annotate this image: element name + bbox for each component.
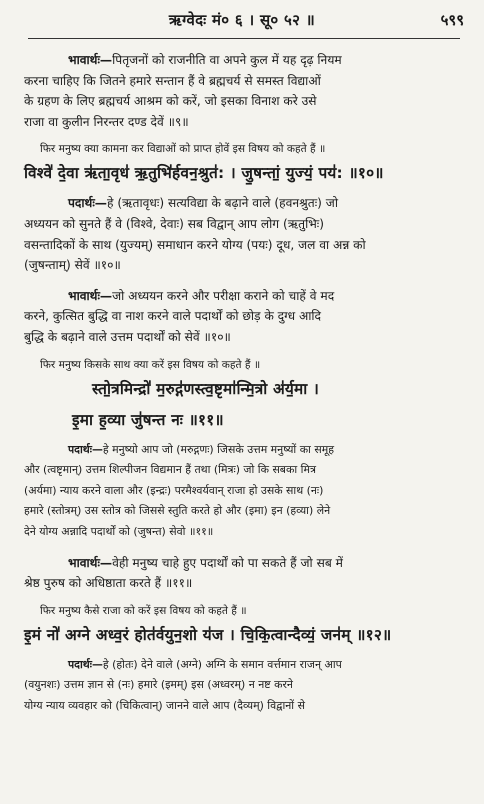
text-line: हे (होतः) देने वाले (अग्ने) अग्नि के समान वर्त्तमान राजन् आप bbox=[102, 657, 342, 671]
text-line: बुद्धि के बढ़ाने वाले उत्तम पदार्थों को सेवें ॥१०॥ bbox=[24, 329, 231, 344]
text-line: राजा वा कुलीन निरन्तर दण्ड देवें ॥९॥ bbox=[24, 114, 189, 129]
page-header bbox=[20, 10, 464, 34]
text-line: पितृजनों को राजनीति वा अपने कुल में यह दृढ़ नियम bbox=[112, 53, 342, 67]
page-content bbox=[24, 50, 460, 726]
text-line: देने योग्य अन्नादि पदार्थों को (जुषन्त) सेवो ॥११॥ bbox=[24, 524, 214, 538]
text-line: हमारे (स्तोत्रम्) उस स्तोत्र को जिससे स्तुति करते हो और (इमा) इन (हव्या) लेने bbox=[24, 504, 331, 518]
text-line: योग्य न्याय व्यवहार को (चिकित्वान्) जानने वाले आप (दैव्यम्) विद्वानों से bbox=[24, 698, 305, 712]
text-line: अध्ययन को सुनते हैं वे (विश्वे, देवाः) सब विद्वान् आप लोग (ऋतुभिः) bbox=[24, 216, 325, 231]
padartha-label: पदार्थः— bbox=[68, 442, 103, 456]
mantra-10: विश्वे॑ दे॒वा ऋ॑ता॒वृध॑ ऋ॒तुभि॑र्हवन॒श्रुत॑: । जु॒षन्तां॒ युज्यं॒ पय॑: ॥१०॥ bbox=[24, 164, 384, 183]
mantra-12: इ॒मं नो॑ अग्ने अध्व॒रं होत॑र्वयुन॒शो य॑ज । चि॒कि॒त्वान्दैव्यं॒ जन॑म् ॥१२॥ bbox=[24, 625, 392, 644]
bhavartha-9 bbox=[24, 50, 460, 132]
padartha-10 bbox=[24, 193, 460, 275]
bhavartha-label: भावार्थः— bbox=[68, 53, 113, 67]
padartha-12 bbox=[24, 655, 460, 717]
text-line: वेही मनुष्य चाहे हुए पदार्थों को पा सकते हैं जो सब में bbox=[112, 555, 343, 570]
text-line: जो अध्ययन करने और परीक्षा कराने को चाहें वे मद bbox=[112, 288, 335, 303]
page-number: ५९९ bbox=[440, 11, 464, 29]
padartha-11 bbox=[24, 440, 460, 543]
header-rule bbox=[28, 38, 460, 39]
padartha-label: पदार्थः— bbox=[68, 657, 103, 671]
bhavartha-label: भावार्थः— bbox=[68, 555, 113, 570]
mantra-11-line-1: स्तो॒त्रमिन्द्रो॑ म॒रुद्ग॑णस्त्व॒ष्टृमा॑न्मि॒त्रो अ॑र्य॒मा । bbox=[92, 379, 320, 398]
intro-line-11: फिर मनुष्य किसके साथ क्या करें इस विषय को कहते हैं ॥ bbox=[40, 358, 261, 371]
intro-line-12: फिर मनुष्य कैसे राजा को करें इस विषय को कहते हैं ॥ bbox=[40, 604, 247, 617]
text-line: करने, कुत्सित बुद्धि वा नाश करने वाले पदार्थों को छोड़ के दुग्ध आदि bbox=[24, 309, 322, 324]
padartha-label: पदार्थः— bbox=[68, 196, 107, 211]
intro-line-10: फिर मनुष्य क्या कामना कर विद्याओं को प्राप्त होवें इस विषय को कहते हैं ॥ bbox=[40, 143, 326, 156]
text-line: हे (ऋतावृधः) सत्यविद्या के बढ़ाने वाले (हवनश्रुतः) जो bbox=[107, 196, 338, 211]
text-line: (जुषन्ताम्) सेवें ॥१०॥ bbox=[24, 258, 121, 273]
text-line: (अर्यमा) न्याय करने वाला और (इन्द्रः) परमैश्वर्यवान् राजा हो उसके साथ (नः) bbox=[24, 483, 324, 497]
text-line: (वयुनशः) उत्तम ज्ञान से (नः) हमारे (इमम्) इस (अध्वरम्) न नष्ट करने bbox=[24, 678, 293, 692]
running-title: ऋग्वेदः मं० ६ । सू० ५२ ॥ bbox=[168, 11, 316, 29]
text-line: और (त्वष्टृमान्) उत्तम शिल्पीजन विद्यमान हैं तथा (मित्रः) जो कि सबका मित्र bbox=[24, 463, 317, 477]
text-line: करना चाहिए कि जितने हमारे सन्तान हैं वे ब्रह्मचर्य से समस्त विद्याओं bbox=[24, 73, 321, 88]
bhavartha-11 bbox=[24, 553, 460, 594]
text-line: वसन्तादिकों के साथ (युज्यम्) समाधान करने योग्य (पयः) दूध, जल वा अन्न को bbox=[24, 237, 366, 252]
bhavartha-label: भावार्थः— bbox=[68, 288, 113, 303]
bhavartha-10 bbox=[24, 286, 460, 348]
text-line: श्रेष्ठ पुरुष को अधिष्ठाता करते हैं ॥११॥ bbox=[24, 576, 193, 591]
text-line: के ग्रहण के लिए ब्रह्मचर्य आश्रम को करें, जो इसका विनाश करे उसे bbox=[24, 94, 317, 109]
mantra-11-line-2: इ॒मा ह॒व्या जु॑षन्त नः ॥११॥ bbox=[72, 410, 224, 429]
text-line: हे मनुष्यो आप जो (मरुद्गणः) जिसके उत्तम मनुष्यों का समूह bbox=[102, 442, 334, 456]
